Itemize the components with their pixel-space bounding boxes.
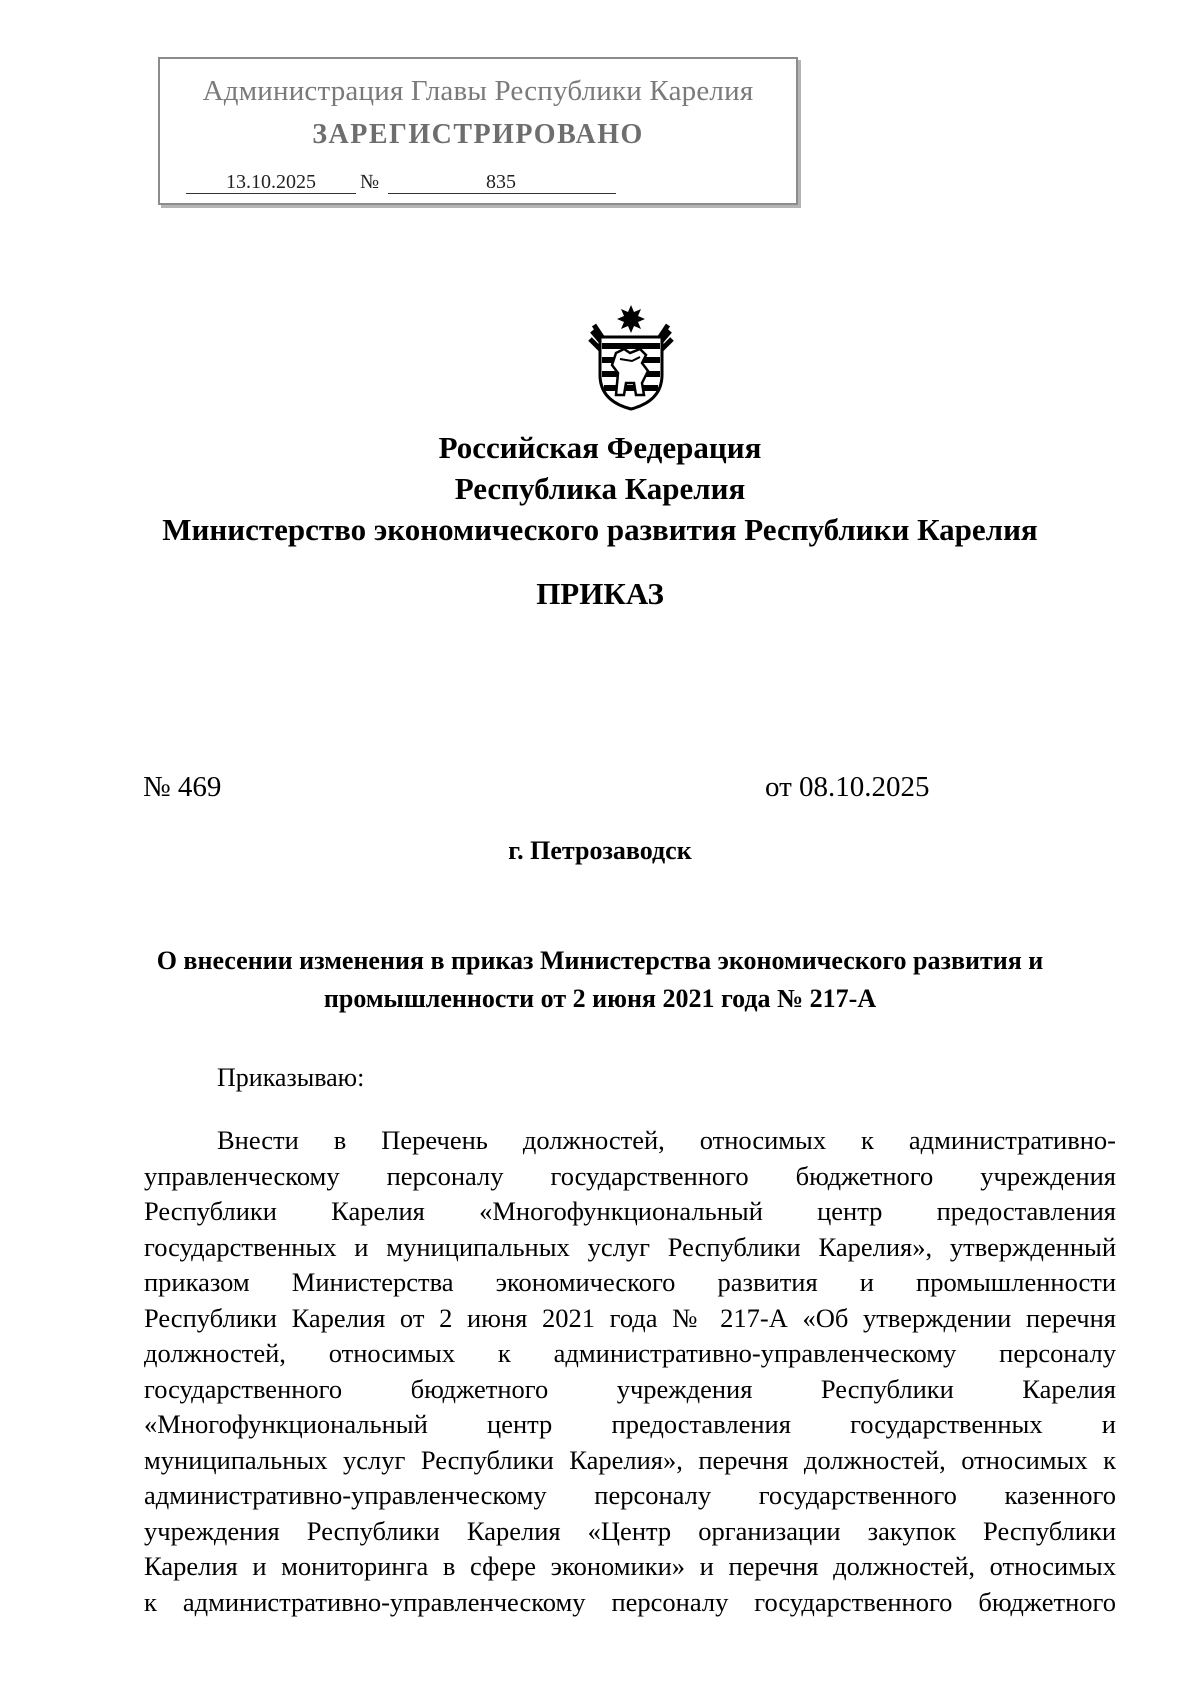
body-line: управленческому персоналу государственного бюджетного учреждения: [144, 1160, 1116, 1191]
body-line: учреждения Республики Карелия «Центр организации закупок Республики: [144, 1515, 1116, 1546]
body-line: государственных и муниципальных услуг Республики Карелия», утвержденный: [144, 1231, 1116, 1262]
body-line: муниципальных услуг Республики Карелия», перечня должностей, относимых к: [144, 1444, 1116, 1475]
stamp-number-sign: №: [360, 171, 380, 193]
order-title-line-2: промышленности от 2 июня 2021 года № 217-А: [323, 984, 877, 1013]
order-number: № 469: [143, 771, 222, 803]
header-ministry: Министерство экономического развития Республики Карелия: [162, 512, 1038, 547]
body-line: административно-управленческому персоналу государственного казенного: [144, 1480, 1116, 1510]
registration-stamp: [158, 57, 798, 205]
body-line: к административно-управленческому персоналу государственного бюджетного: [144, 1586, 1116, 1617]
body-line: приказом Министерства экономического развития и промышленности: [144, 1267, 1116, 1297]
header-republic: Республика Карелия: [454, 471, 746, 506]
body-line: Внести в Перечень должностей, относимых к административно-: [217, 1125, 1116, 1155]
stamp-registered: ЗАРЕГИСТРИРОВАНО: [312, 119, 644, 150]
body-line: Республики Карелия «Многофункциональный центр предоставления: [144, 1196, 1116, 1226]
stamp-administration: Администрация Главы Республики Карелия: [202, 75, 754, 107]
karelia-coat-of-arms-icon: [586, 303, 676, 411]
order-city: г. Петрозаводск: [508, 836, 692, 865]
body-line: должностей, относимых к административно-управленческому персоналу: [144, 1338, 1116, 1368]
body-line: государственного бюджетного учреждения Республики Карелия: [144, 1373, 1116, 1404]
order-word: Приказываю:: [217, 1063, 365, 1092]
body-line: Республики Карелия от 2 июня 2021 года № 217-А «Об утверждении перечня: [144, 1302, 1116, 1333]
order-title-line-1: О внесении изменения в приказ Министерства экономического развития и: [156, 946, 1044, 975]
stamp-date: 13.10.2025: [186, 171, 356, 194]
header-country: Российская Федерация: [438, 430, 762, 465]
document-type: ПРИКАЗ: [536, 576, 664, 611]
body-paragraph: [144, 1123, 1116, 1620]
body-line: «Многофункциональный центр предоставления государственных и: [144, 1409, 1116, 1439]
order-date: от 08.10.2025: [765, 771, 930, 803]
stamp-number: 835: [388, 171, 616, 194]
body-line: Карелия и мониторинга в сфере экономики» и перечня должностей, относимых: [144, 1551, 1116, 1581]
